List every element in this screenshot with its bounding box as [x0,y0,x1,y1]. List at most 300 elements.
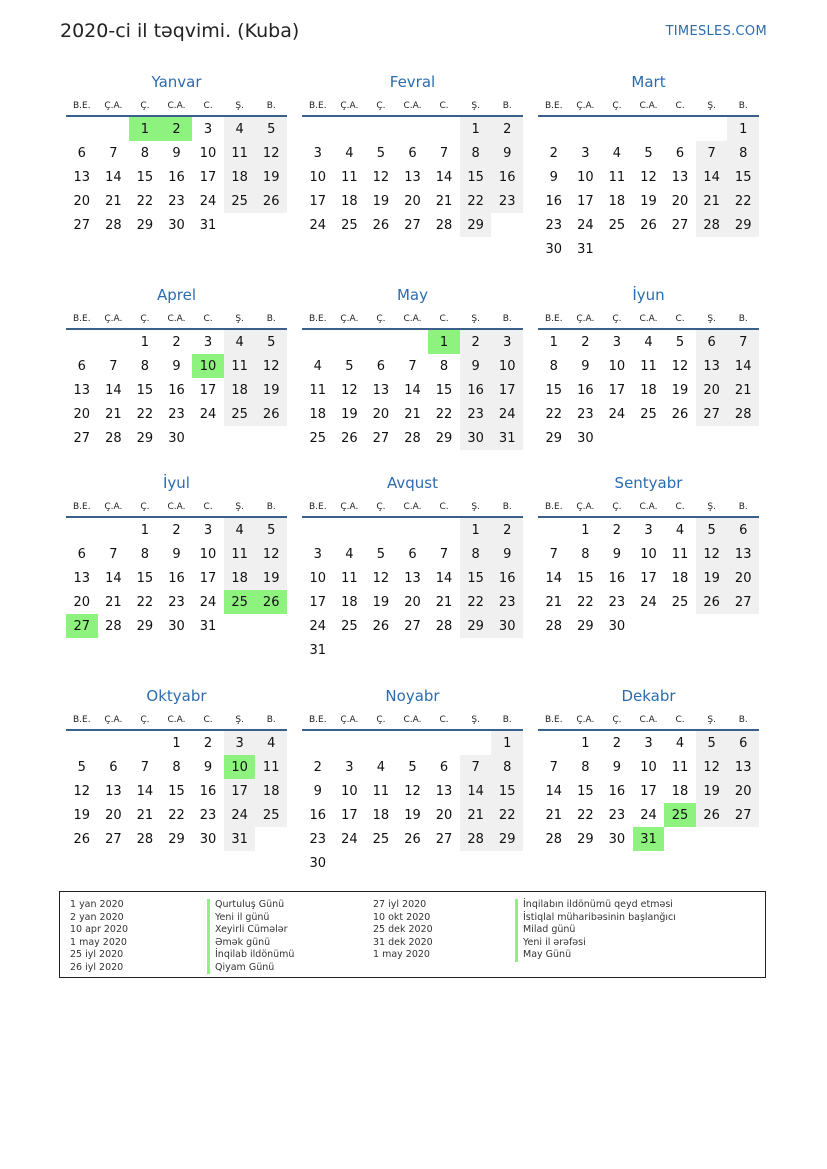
weekday-label: Ç. [140,502,150,512]
day-cell: 14 [435,169,453,185]
day-cell: 17 [199,169,217,185]
day-cell: 11 [640,358,657,374]
day-cell: 24 [640,594,657,610]
day-cell: 20 [671,193,689,209]
day-cell: 24 [199,406,217,422]
day-cell: 18 [341,594,358,610]
day-cell: 23 [608,594,626,610]
day-cell: 11 [255,755,287,779]
day-cell: 8 [140,358,150,374]
day-cell: 24 [577,217,594,233]
empty-cell [428,117,460,141]
day-cell: 25 [640,406,657,422]
day-cell: 4 [376,759,386,775]
day-cell: 8 [460,141,492,165]
day-cell: 10 [608,358,626,374]
empty-cell [365,731,397,755]
day-grid [66,731,287,851]
month-name: Aprel [156,286,197,304]
day-cell: 28 [435,217,453,233]
day-cell: 6 [77,546,86,562]
weekday-label: B. [738,101,748,111]
weekday-header [302,310,523,330]
weekday-header [66,498,287,518]
day-cell: 10 [309,570,327,586]
empty-cell [397,117,429,141]
legend-holiday-name: İstiqlal müharibəsinin başlanğıcı [515,912,676,925]
day-cell: 10 [640,546,657,562]
day-cell: 14 [136,783,154,799]
weekday-label: Ç. [140,314,150,324]
day-cell: 12 [255,354,287,378]
day-cell: 16 [168,169,185,185]
day-cell: 7 [439,546,449,562]
weekday-label: Ç.A. [104,101,123,111]
day-cell: 14 [435,570,453,586]
weekday-label: C.A. [167,314,186,324]
day-cell: 9 [581,358,590,374]
day-cell: 13 [696,354,728,378]
day-cell: 12 [404,783,421,799]
day-cell: 17 [309,594,327,610]
day-cell: 9 [172,358,181,374]
day-cell: 25 [224,189,256,213]
legend-holiday-name: Qurtuluş Günü [207,899,294,912]
weekday-header [302,97,523,117]
day-cell: 30 [577,430,594,446]
empty-cell [66,330,98,354]
day-cell: 20 [727,779,759,803]
weekday-label: B.E. [544,715,563,725]
day-cell: 1 [549,334,558,350]
holiday-day-cell: 27 [66,614,98,638]
day-cell: 3 [203,522,213,538]
day-grid [302,117,523,237]
day-cell: 7 [696,141,728,165]
weekday-label: Ç.A. [340,715,359,725]
day-cell: 17 [199,570,217,586]
day-cell: 4 [313,358,322,374]
day-cell: 7 [109,546,118,562]
legend-holiday-name: Əmək günü [207,937,294,950]
day-cell: 12 [73,783,91,799]
legend-date: 27 iyl 2020 [373,899,427,910]
weekday-label: Ş. [471,314,480,324]
day-cell: 10 [199,546,217,562]
weekday-label: B.E. [308,101,327,111]
holiday-day-cell: 25 [224,590,256,614]
empty-cell [664,117,696,141]
day-cell: 9 [612,759,622,775]
weekday-label: B. [266,314,276,324]
holiday-day-cell: 25 [664,803,696,827]
day-cell: 21 [435,193,453,209]
day-cell: 8 [491,755,523,779]
day-cell: 16 [608,570,626,586]
month-name: Dekabr [621,687,676,705]
day-cell: 24 [309,618,327,634]
weekday-label: B.E. [72,314,91,324]
day-cell: 12 [372,169,390,185]
day-cell: 4 [612,145,622,161]
weekday-label: Ç.A. [576,715,595,725]
day-cell: 21 [105,406,122,422]
month-fevral [302,72,523,237]
day-cell: 2 [491,518,523,542]
empty-cell [302,731,334,755]
day-cell: 3 [612,334,622,350]
day-cell: 28 [105,618,122,634]
day-cell: 3 [581,145,590,161]
month-name: İyul [163,474,190,492]
day-cell: 29 [136,618,154,634]
legend-holiday-name: May Günü [515,949,676,962]
day-cell: 26 [73,831,91,847]
day-cell: 21 [105,594,122,610]
empty-cell [98,518,130,542]
legend-date: 1 may 2020 [70,936,127,948]
day-cell: 6 [408,546,417,562]
day-cell: 26 [671,406,689,422]
weekday-label: B.E. [72,715,91,725]
day-cell: 6 [408,145,417,161]
day-cell: 8 [581,759,590,775]
day-cell: 16 [545,193,563,209]
day-cell: 21 [105,193,122,209]
month-sentyabr [538,473,759,638]
day-cell: 15 [577,570,594,586]
day-cell: 7 [408,358,417,374]
month-name: Avqust [387,474,438,492]
day-cell: 23 [199,807,217,823]
empty-cell [570,117,602,141]
day-cell: 28 [545,831,563,847]
day-cell: 17 [224,779,256,803]
day-cell: 26 [696,590,728,614]
weekday-label: Ş. [707,502,716,512]
day-cell: 4 [675,522,685,538]
day-cell: 2 [172,334,181,350]
day-cell: 23 [545,217,563,233]
weekday-label: C. [675,314,685,324]
day-cell: 22 [460,189,492,213]
empty-cell [428,518,460,542]
day-cell: 19 [671,382,689,398]
day-cell: 25 [372,831,390,847]
weekday-label: Ş. [471,715,480,725]
day-cell: 24 [224,803,256,827]
weekday-header [66,97,287,117]
weekday-label: C. [439,314,449,324]
empty-cell [538,731,570,755]
day-cell: 17 [640,783,657,799]
day-cell: 2 [313,759,322,775]
day-cell: 12 [696,542,728,566]
day-cell: 15 [168,783,185,799]
day-cell: 15 [460,566,492,590]
day-cell: 17 [199,382,217,398]
day-cell: 30 [491,614,523,638]
day-cell: 23 [491,189,523,213]
day-cell: 16 [608,783,626,799]
weekday-label: Ş. [471,502,480,512]
day-cell: 29 [168,831,185,847]
weekday-label: B. [738,502,748,512]
day-cell: 13 [404,169,421,185]
day-cell: 7 [549,759,558,775]
weekday-label: C.A. [639,502,658,512]
day-cell: 10 [640,759,657,775]
day-cell: 18 [608,193,626,209]
day-cell: 5 [77,759,86,775]
legend-holiday-name: Yeni il günü [207,912,294,925]
day-cell: 8 [140,145,150,161]
weekday-header [538,97,759,117]
weekday-label: B.E. [308,502,327,512]
day-cell: 21 [404,406,421,422]
empty-cell [98,731,130,755]
day-cell: 19 [73,807,91,823]
day-cell: 15 [545,382,563,398]
day-cell: 16 [491,566,523,590]
brand-link[interactable]: TIMESLES.COM [665,24,767,39]
weekday-label: Ç.A. [340,101,359,111]
day-cell: 6 [77,145,86,161]
weekday-label: Ç.A. [104,502,123,512]
day-cell: 5 [644,145,653,161]
day-cell: 23 [168,406,185,422]
day-cell: 13 [671,169,689,185]
day-cell: 3 [644,522,653,538]
weekday-label: C.A. [403,314,422,324]
empty-cell [397,330,429,354]
weekday-label: Ç.A. [576,314,595,324]
day-cell: 16 [491,165,523,189]
day-cell: 20 [372,406,390,422]
day-grid [302,330,523,450]
day-cell: 14 [460,779,492,803]
day-cell: 10 [491,354,523,378]
day-cell: 16 [199,783,217,799]
day-cell: 21 [460,803,492,827]
day-cell: 26 [255,402,287,426]
day-cell: 13 [727,542,759,566]
empty-cell [365,117,397,141]
month-may [302,285,523,450]
day-cell: 9 [203,759,213,775]
day-cell: 3 [203,121,213,137]
day-cell: 9 [491,141,523,165]
day-cell: 4 [224,330,256,354]
day-cell: 7 [109,145,118,161]
weekday-label: Ç. [376,314,386,324]
day-cell: 30 [309,855,327,871]
day-cell: 31 [491,426,523,450]
day-cell: 31 [199,217,217,233]
day-cell: 9 [549,169,558,185]
weekday-header [66,711,287,731]
day-cell: 15 [460,165,492,189]
day-cell: 22 [168,807,185,823]
weekday-label: C.A. [167,715,186,725]
day-cell: 8 [727,141,759,165]
weekday-header [538,310,759,330]
weekday-label: Ç. [376,502,386,512]
holiday-day-cell: 10 [192,354,224,378]
day-cell: 10 [309,169,327,185]
day-cell: 4 [224,117,256,141]
day-cell: 18 [341,193,358,209]
day-cell: 22 [545,406,563,422]
day-cell: 6 [376,358,386,374]
month-aprel [66,285,287,450]
weekday-label: C.A. [639,314,658,324]
day-cell: 28 [727,402,759,426]
empty-cell [334,731,366,755]
weekday-label: Ç. [612,715,622,725]
empty-cell [601,117,633,141]
day-cell: 2 [549,145,558,161]
day-cell: 26 [372,217,390,233]
weekday-label: C.A. [167,101,186,111]
day-cell: 9 [313,783,322,799]
day-cell: 5 [376,145,386,161]
holiday-day-cell: 1 [428,330,460,354]
day-cell: 10 [341,783,358,799]
day-cell: 11 [608,169,626,185]
day-cell: 29 [136,430,154,446]
day-cell: 6 [439,759,449,775]
day-cell: 28 [136,831,154,847]
day-cell: 17 [309,193,327,209]
day-cell: 27 [372,430,390,446]
weekday-label: C. [675,715,685,725]
day-cell: 18 [224,378,256,402]
legend-holiday-name: İnqilab ildönümü [207,949,294,962]
day-cell: 25 [224,402,256,426]
month-name: Oktyabr [146,687,207,705]
day-cell: 8 [549,358,558,374]
legend-date: 10 okt 2020 [373,911,431,923]
day-cell: 5 [345,358,354,374]
day-cell: 27 [727,803,759,827]
day-cell: 28 [404,430,421,446]
day-cell: 31 [199,618,217,634]
day-cell: 6 [696,330,728,354]
day-cell: 24 [341,831,358,847]
day-cell: 22 [136,193,154,209]
day-cell: 23 [460,402,492,426]
day-cell: 22 [460,590,492,614]
day-cell: 5 [696,731,728,755]
holiday-legend [59,891,766,978]
day-grid [302,518,523,662]
day-cell: 24 [608,406,626,422]
legend-date: 10 apr 2020 [70,924,129,935]
empty-cell [365,330,397,354]
weekday-label: Ç.A. [340,502,359,512]
day-cell: 15 [136,169,154,185]
month-name: İyun [632,286,665,304]
day-cell: 14 [105,570,122,586]
day-cell: 5 [696,518,728,542]
legend-holiday-name: Qiyam Günü [207,962,294,975]
day-cell: 6 [109,759,118,775]
day-cell: 23 [577,406,594,422]
day-cell: 16 [168,382,185,398]
weekday-label: C.A. [403,502,422,512]
day-cell: 25 [255,803,287,827]
day-cell: 5 [255,518,287,542]
day-cell: 17 [341,807,358,823]
day-cell: 15 [136,570,154,586]
month-mart [538,72,759,261]
day-cell: 5 [408,759,417,775]
day-grid [538,117,759,261]
weekday-label: Ş. [707,101,716,111]
day-cell: 27 [671,217,689,233]
day-cell: 2 [491,117,523,141]
day-grid [538,731,759,851]
day-cell: 19 [404,807,421,823]
day-cell: 20 [404,594,421,610]
legend-names-col1 [207,899,294,974]
month-name: May [396,286,428,304]
day-cell: 15 [136,382,154,398]
day-cell: 22 [491,803,523,827]
day-cell: 16 [577,382,594,398]
day-cell: 12 [671,358,689,374]
month-name: Fevral [389,73,436,91]
weekday-label: Ç.A. [104,715,123,725]
weekday-label: Ş. [707,314,716,324]
holiday-day-cell: 2 [161,117,193,141]
day-cell: 22 [435,406,453,422]
weekday-label: C. [675,502,685,512]
month-name: Mart [631,73,666,91]
day-cell: 21 [545,594,563,610]
weekday-header [302,711,523,731]
day-cell: 4 [644,334,653,350]
weekday-label: C.A. [639,101,658,111]
day-cell: 21 [696,189,728,213]
day-cell: 25 [341,618,358,634]
weekday-header [66,310,287,330]
empty-cell [460,731,492,755]
day-cell: 21 [136,807,154,823]
day-cell: 3 [644,735,653,751]
day-cell: 16 [168,570,185,586]
legend-dates-col1 [70,899,128,974]
day-cell: 14 [404,382,421,398]
day-cell: 30 [168,217,185,233]
day-cell: 6 [727,518,759,542]
day-cell: 29 [545,430,563,446]
day-cell: 23 [491,590,523,614]
day-cell: 1 [460,117,492,141]
day-cell: 20 [73,594,91,610]
day-cell: 20 [696,378,728,402]
day-cell: 15 [577,783,594,799]
day-cell: 12 [255,141,287,165]
empty-cell [66,731,98,755]
day-cell: 13 [435,783,453,799]
legend-dates-col2 [373,899,433,962]
day-cell: 11 [671,546,689,562]
empty-cell [365,518,397,542]
empty-cell [66,518,98,542]
day-cell: 18 [640,382,657,398]
